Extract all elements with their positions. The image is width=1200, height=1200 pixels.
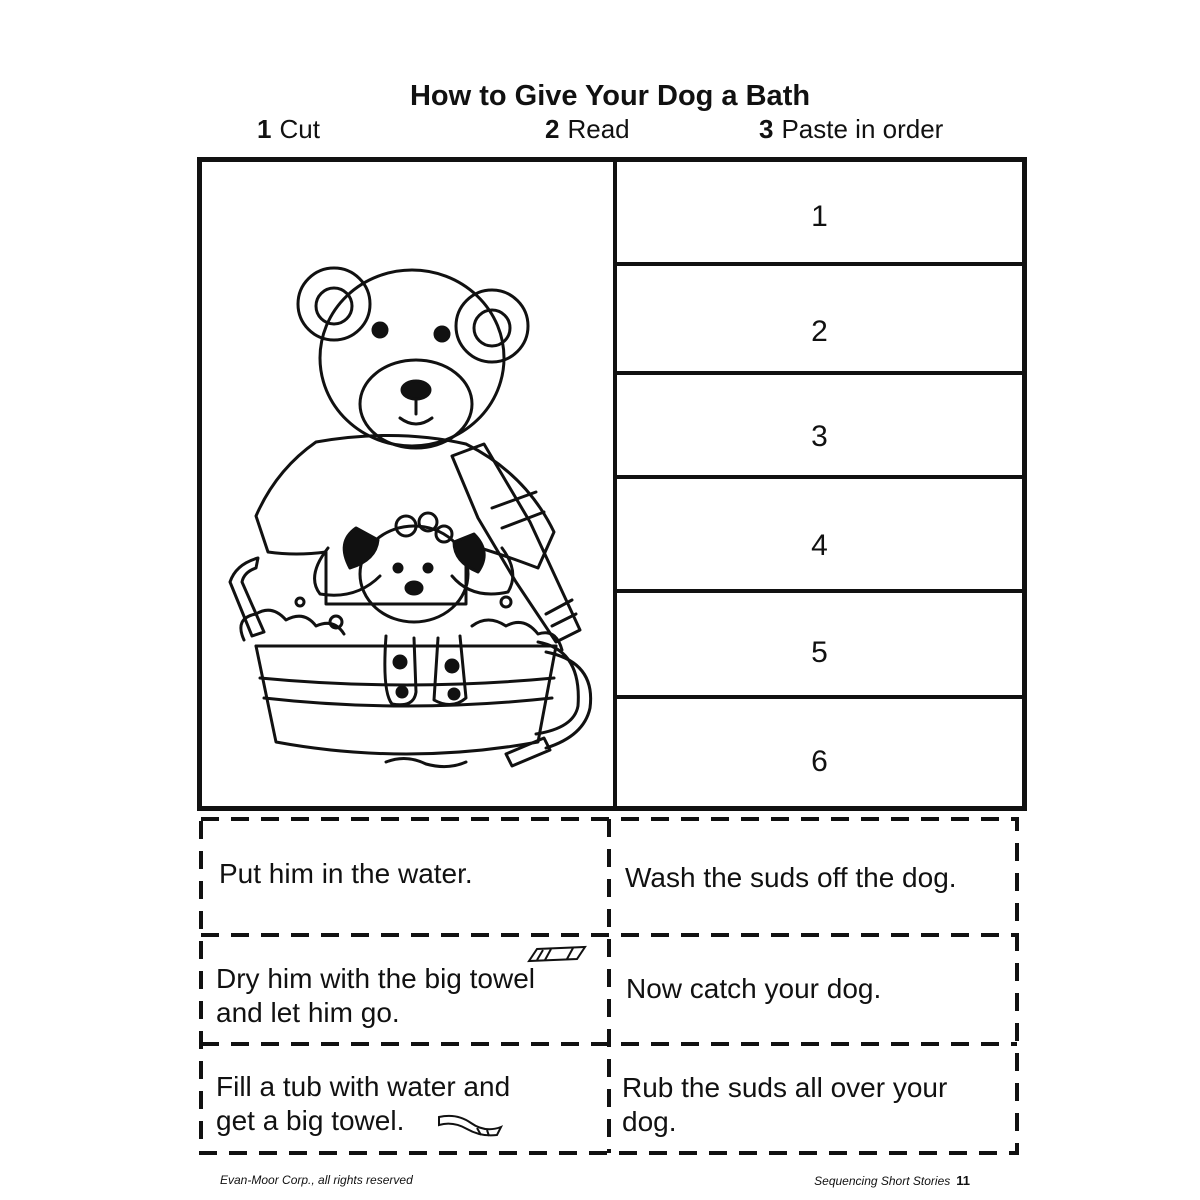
card-text: and let him go.: [216, 997, 400, 1028]
bear-bathing-dog-illustration: [216, 222, 596, 782]
paste-slot-3[interactable]: 3: [811, 420, 828, 453]
step-read: [545, 114, 630, 145]
slot-divider: [617, 371, 1022, 375]
step-number: 3: [759, 114, 774, 144]
story-card[interactable]: [219, 857, 473, 891]
footer-publisher: Evan-Moor Corp., all rights reserved: [220, 1173, 413, 1187]
paste-slot-1[interactable]: 1: [811, 200, 828, 233]
paste-frame: [197, 157, 1027, 811]
paste-slot-5[interactable]: 5: [811, 636, 828, 669]
step-label: Cut: [279, 114, 320, 144]
card-text: Put him in the water.: [219, 858, 473, 889]
column-divider: [613, 162, 617, 806]
cut-out-cards: [199, 817, 1019, 1155]
card-text: Fill a tub with water and: [216, 1071, 511, 1102]
card-text: Rub the suds all over your: [622, 1072, 948, 1103]
slot-divider: [617, 262, 1022, 266]
page-number: 11: [956, 1173, 970, 1188]
step-label: Paste in order: [781, 114, 944, 144]
card-text: dog.: [622, 1106, 677, 1137]
story-card[interactable]: [625, 861, 957, 895]
step-label: Read: [567, 114, 630, 144]
worksheet-title: How to Give Your Dog a Bath: [409, 80, 811, 112]
card-text: get a big towel.: [216, 1105, 405, 1136]
step-number: 1: [257, 114, 272, 144]
paste-slot-6[interactable]: 6: [811, 745, 828, 778]
step-cut: [257, 114, 320, 145]
footer-book-title: Sequencing Short Stories: [814, 1174, 951, 1188]
slot-divider: [617, 695, 1022, 699]
slot-divider: [617, 475, 1022, 479]
story-card[interactable]: [626, 972, 881, 1006]
towel-icon: [525, 945, 589, 965]
story-card[interactable]: [216, 962, 535, 1030]
card-text: Dry him with the big towel: [216, 963, 536, 994]
card-text: Now catch your dog.: [626, 973, 882, 1004]
paste-slot-2[interactable]: 2: [811, 315, 828, 348]
step-paste: [759, 114, 943, 145]
towel-icon: [437, 1111, 503, 1137]
card-text: Wash the suds off the dog.: [625, 862, 957, 893]
slot-divider: [617, 589, 1022, 593]
story-card[interactable]: [622, 1071, 947, 1139]
footer-book: [814, 1173, 970, 1188]
paste-slot-4[interactable]: 4: [811, 529, 828, 562]
step-number: 2: [545, 114, 560, 144]
